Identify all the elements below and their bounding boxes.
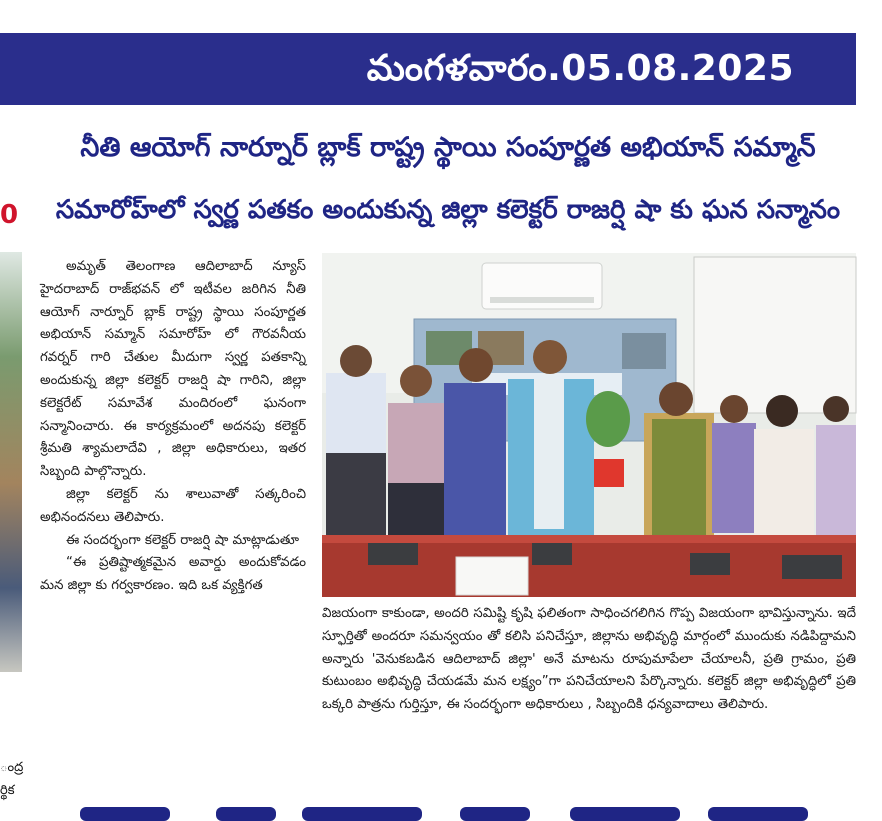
previous-column-text-fragment: ర్థిక — [0, 783, 15, 798]
date-banner — [0, 33, 856, 105]
article-paragraph: ఈ సందర్భంగా కలెక్టర్ రాజర్షి షా మాట్లాడుతూ — [66, 532, 300, 548]
article-continuation: విజయంగా కాకుండా, అందరి సమిష్టి కృషి ఫలితంగా సాధించగలిగిన గొప్ప విజయంగా భావిస్తున్నాను. ఇదే స్ఫూర్తితో అందరూ సమన్వయం తో కలిసి పనిచేస్తూ, జిల్లాను అభివృద్ధి మార్గంలో ముందుకు నడిపిద్దామని అన్నారు 'వెనుకబడిన ఆదిలాబాద్ జిల్లా' అనే మాటను రూపుమాపేలా చేయాలనీ, ప్రతి గ్రామం, ప్రతి కుటుంబం అభివృద్ధి చేయడమే మన లక్ష్యం”గా పనిచేయాలని పేర్కొన్నారు. కలెక్టర్ జిల్లా అభివృద్ధిలో ప్రతి ఒక్కరి పాత్రను గుర్తిస్తూ, ఈ సందర్భంగా అధికారులు , సిబ్బందికి ధన్యవాదాలు తెలిపారు. — [322, 606, 856, 713]
previous-column-text-fragment: ంద్ర — [0, 760, 24, 775]
previous-column-headline-fragment: 0 — [0, 200, 19, 230]
article-paragraph: జిల్లా కలెక్టర్ ను శాలువాతో సత్కరించి అభినందనలు తెలిపారు. — [40, 486, 306, 525]
article-body-column — [40, 256, 306, 598]
headline-line-2: సమారోహ్‌లో స్వర్ణ పతకం అందుకున్న జిల్లా కలెక్టర్ రాజర్షి షా కు ఘన సన్మానం — [55, 195, 841, 225]
article-paragraph: “ఈ ప్రతిష్టాత్మకమైన అవార్డు అందుకోవడం మన జిల్లా కు గర్వకారణం. ఇది ఒక వ్యక్తిగత — [40, 555, 306, 594]
date-text: మంగళవారం.05.08.2025 — [366, 48, 794, 89]
article-paragraph: అమృత్ తెలంగాణ ఆదిలాబాద్ న్యూస్ హైదరాబాద్ రాజ్‌భవన్ లో ఇటీవల జరిగిన నీతి ఆయోగ్ నార్నూర్ బ్లాక్ రాష్ట్ర స్థాయి సంపూర్ణత అభియాన్ సమ్మాన్ సమారోహ్ లో గౌరవనీయ గవర్నర్ గారి చేతుల మీదుగా స్వర్ణ పతకాన్ని అందుకున్న జిల్లా కలెక్టర్ రాజర్షి షా గారిని, జిల్లా కలెక్టరేట్ సమావేశ మందిరంలో ఘనంగా సన్మానించారు. ఈ కార్యక్రమంలో అదనపు కలెక్టర్ శ్రీమతి శ్యామలాదేవి , జిల్లా అధికారులు, ఇతర సిబ్బంది పాల్గొన్నారు. — [40, 259, 306, 480]
photo-illustration — [322, 253, 856, 597]
headline-line-1: నీతి ఆయోగ్ నార్నూర్ బ్లాక్ రాష్ట్ర స్థాయి సంపూర్ణత అభియాన్ సమ్మాన్ — [80, 132, 816, 163]
felicitation-photo — [322, 253, 856, 597]
previous-column-photo — [0, 252, 22, 672]
next-headline-fragment — [40, 800, 856, 821]
